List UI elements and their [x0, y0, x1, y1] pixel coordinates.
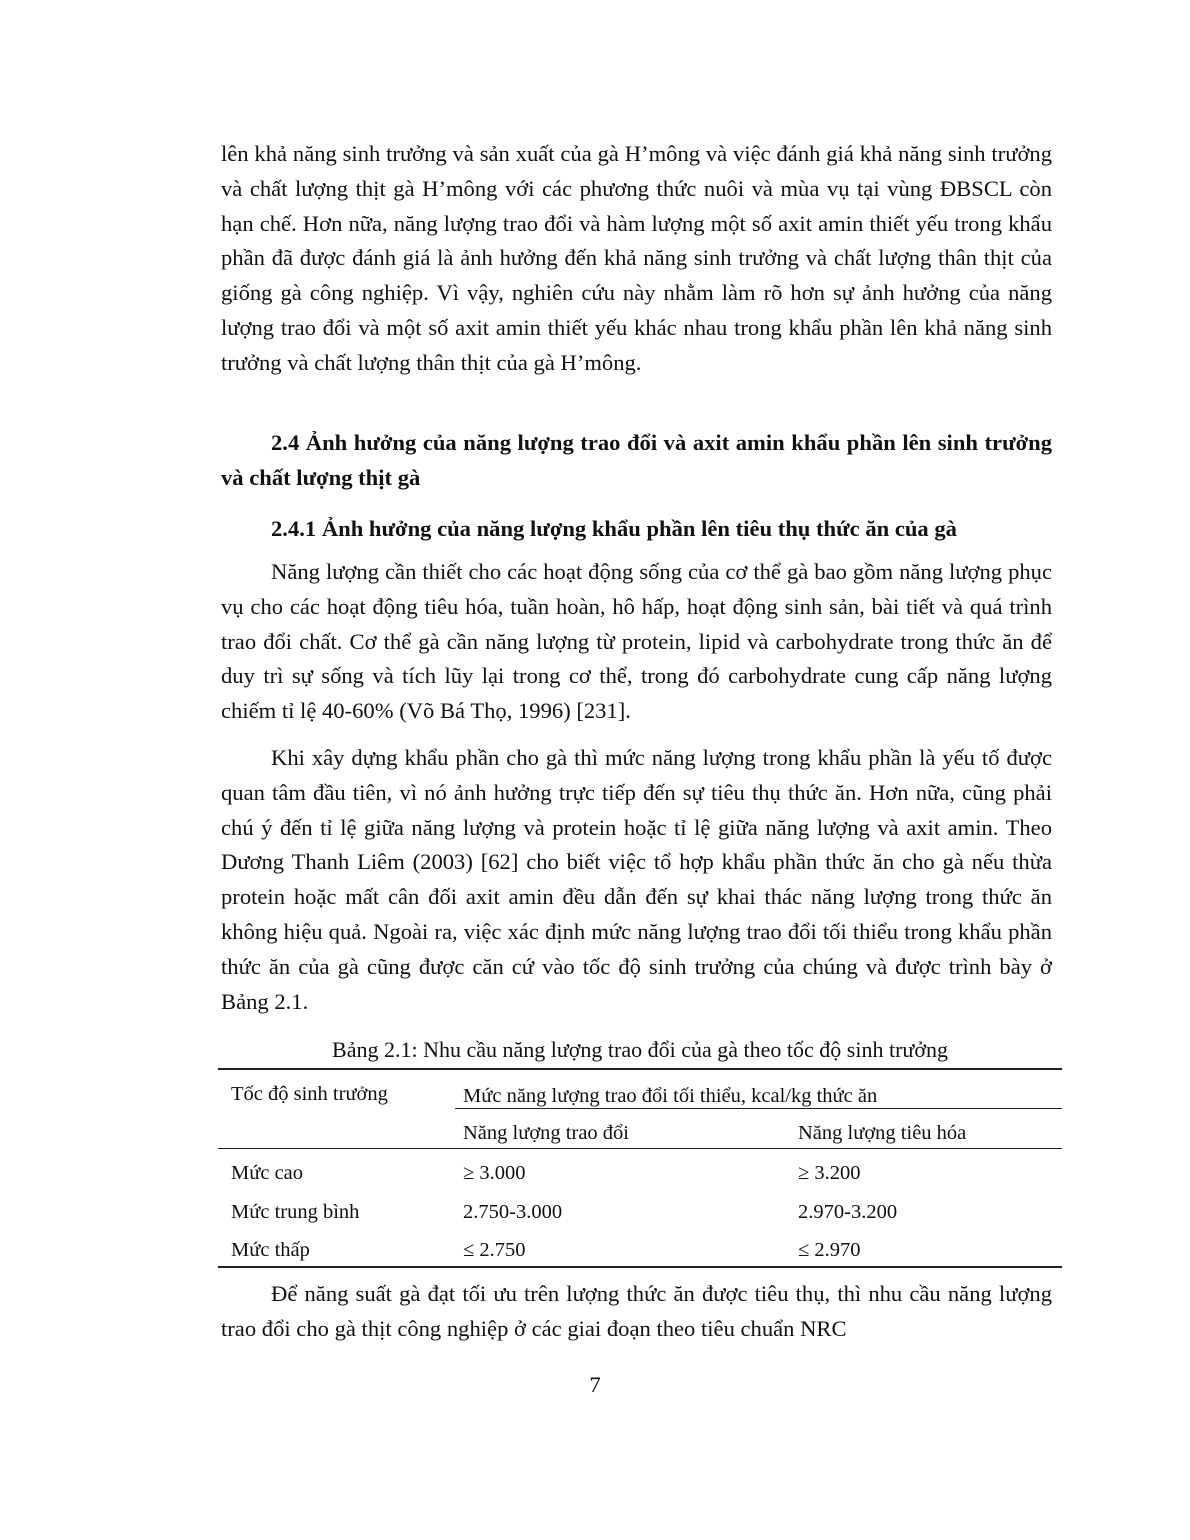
table-row-low-me: ≤ 2.750 — [463, 1239, 526, 1261]
table-row-high-label: Mức cao — [231, 1162, 304, 1184]
table-caption: Bảng 2.1: Nhu cầu năng lượng trao đổi của gà theo tốc độ sinh trưởng — [332, 1037, 948, 1062]
table-row-high-de: ≥ 3.200 — [798, 1162, 861, 1184]
section-heading-2-4: 2.4 Ảnh hưởng của năng lượng trao đổi và axit amin khẩu phần lên sinh trưởng và chất lượng thịt gà — [221, 430, 1052, 490]
table-header-growth-rate: Tốc độ sinh trưởng — [231, 1083, 388, 1105]
table-row-low-de: ≤ 2.970 — [798, 1239, 861, 1261]
table-subheader-de: Năng lượng tiêu hóa — [798, 1122, 967, 1144]
table-header-group: Mức năng lượng trao đổi tối thiểu, kcal/kg thức ăn — [463, 1085, 878, 1107]
table-top-rule — [218, 1068, 1062, 1070]
paragraph-intro-continuation: lên khả năng sinh trưởng và sản xuất của gà H’mông và việc đánh giá khả năng sinh trưởng và chất lượng thịt gà H’mông với các phương thức nuôi và mùa vụ tại vùng ĐBSCL còn hạn chế. Hơn nữa, năng lượng trao đổi và hàm lượng một số axit amin thiết yếu trong khẩu phần đã được đánh giá là ảnh hưởng đến khả năng sinh trưởng và chất lượng thân thịt của giống gà công nghiệp. Vì vậy, nghiên cứu này nhằm làm rõ hơn sự ảnh hưởng của năng lượng trao đổi và một số axit amin thiết yếu khác nhau trong khẩu phần lên khả năng sinh trưởng và chất lượng thân thịt của gà H’mông. — [221, 141, 1052, 375]
table-row-high-me: ≥ 3.000 — [463, 1162, 526, 1184]
table-bottom-rule — [218, 1266, 1062, 1268]
table-group-rule — [455, 1108, 1062, 1109]
table-header-rule — [218, 1148, 1062, 1149]
table-row-medium-label: Mức trung bình — [231, 1201, 360, 1223]
paragraph-nrc-standard: Để năng suất gà đạt tối ưu trên lượng thức ăn được tiêu thụ, thì nhu cầu năng lượng trao đổi cho gà thịt công nghiệp ở các giai đoạn theo tiêu chuẩn NRC — [221, 1281, 1052, 1341]
page-number: 7 — [589, 1372, 601, 1397]
table-row-medium-de: 2.970-3.200 — [798, 1201, 898, 1223]
table-subheader-me: Năng lượng trao đổi — [463, 1122, 629, 1144]
paragraph-energy-needs: Năng lượng cần thiết cho các hoạt động sống của cơ thể gà bao gồm năng lượng phục vụ cho các hoạt động tiêu hóa, tuần hoàn, hô hấp, hoạt động sinh sản, bài tiết và quá trình trao đổi chất. Cơ thể gà cần năng lượng từ protein, lipid và carbohydrate trong thức ăn để duy trì sự sống và tích lũy lại trong cơ thể, trong đó carbohydrate cung cấp năng lượng chiếm tỉ lệ 40-60% (Võ Bá Thọ, 1996) [231]. — [221, 559, 1052, 724]
subsection-heading-2-4-1: 2.4.1 Ảnh hưởng của năng lượng khẩu phần lên tiêu thụ thức ăn của gà — [271, 516, 957, 541]
table-row-medium-me: 2.750-3.000 — [463, 1201, 563, 1223]
table-row-low-label: Mức thấp — [231, 1239, 310, 1261]
paragraph-diet-formulation: Khi xây dựng khẩu phần cho gà thì mức năng lượng trong khẩu phần là yếu tố được quan tâm đầu tiên, vì nó ảnh hưởng trực tiếp đến sự tiêu thụ thức ăn. Hơn nữa, cũng phải chú ý đến tỉ lệ giữa năng lượng và protein hoặc tỉ lệ giữa năng lượng và axit amin. Theo Dương Thanh Liêm (2003) [62] cho biết việc tổ hợp khẩu phần thức ăn cho gà nếu thừa protein hoặc mất cân đối axit amin đều dẫn đến sự khai thác năng lượng trong thức ăn không hiệu quả. Ngoài ra, việc xác định mức năng lượng trao đổi tối thiểu trong khẩu phần thức ăn của gà cũng được căn cứ vào tốc độ sinh trưởng của chúng và được trình bày ở Bảng 2.1. — [221, 745, 1052, 1014]
